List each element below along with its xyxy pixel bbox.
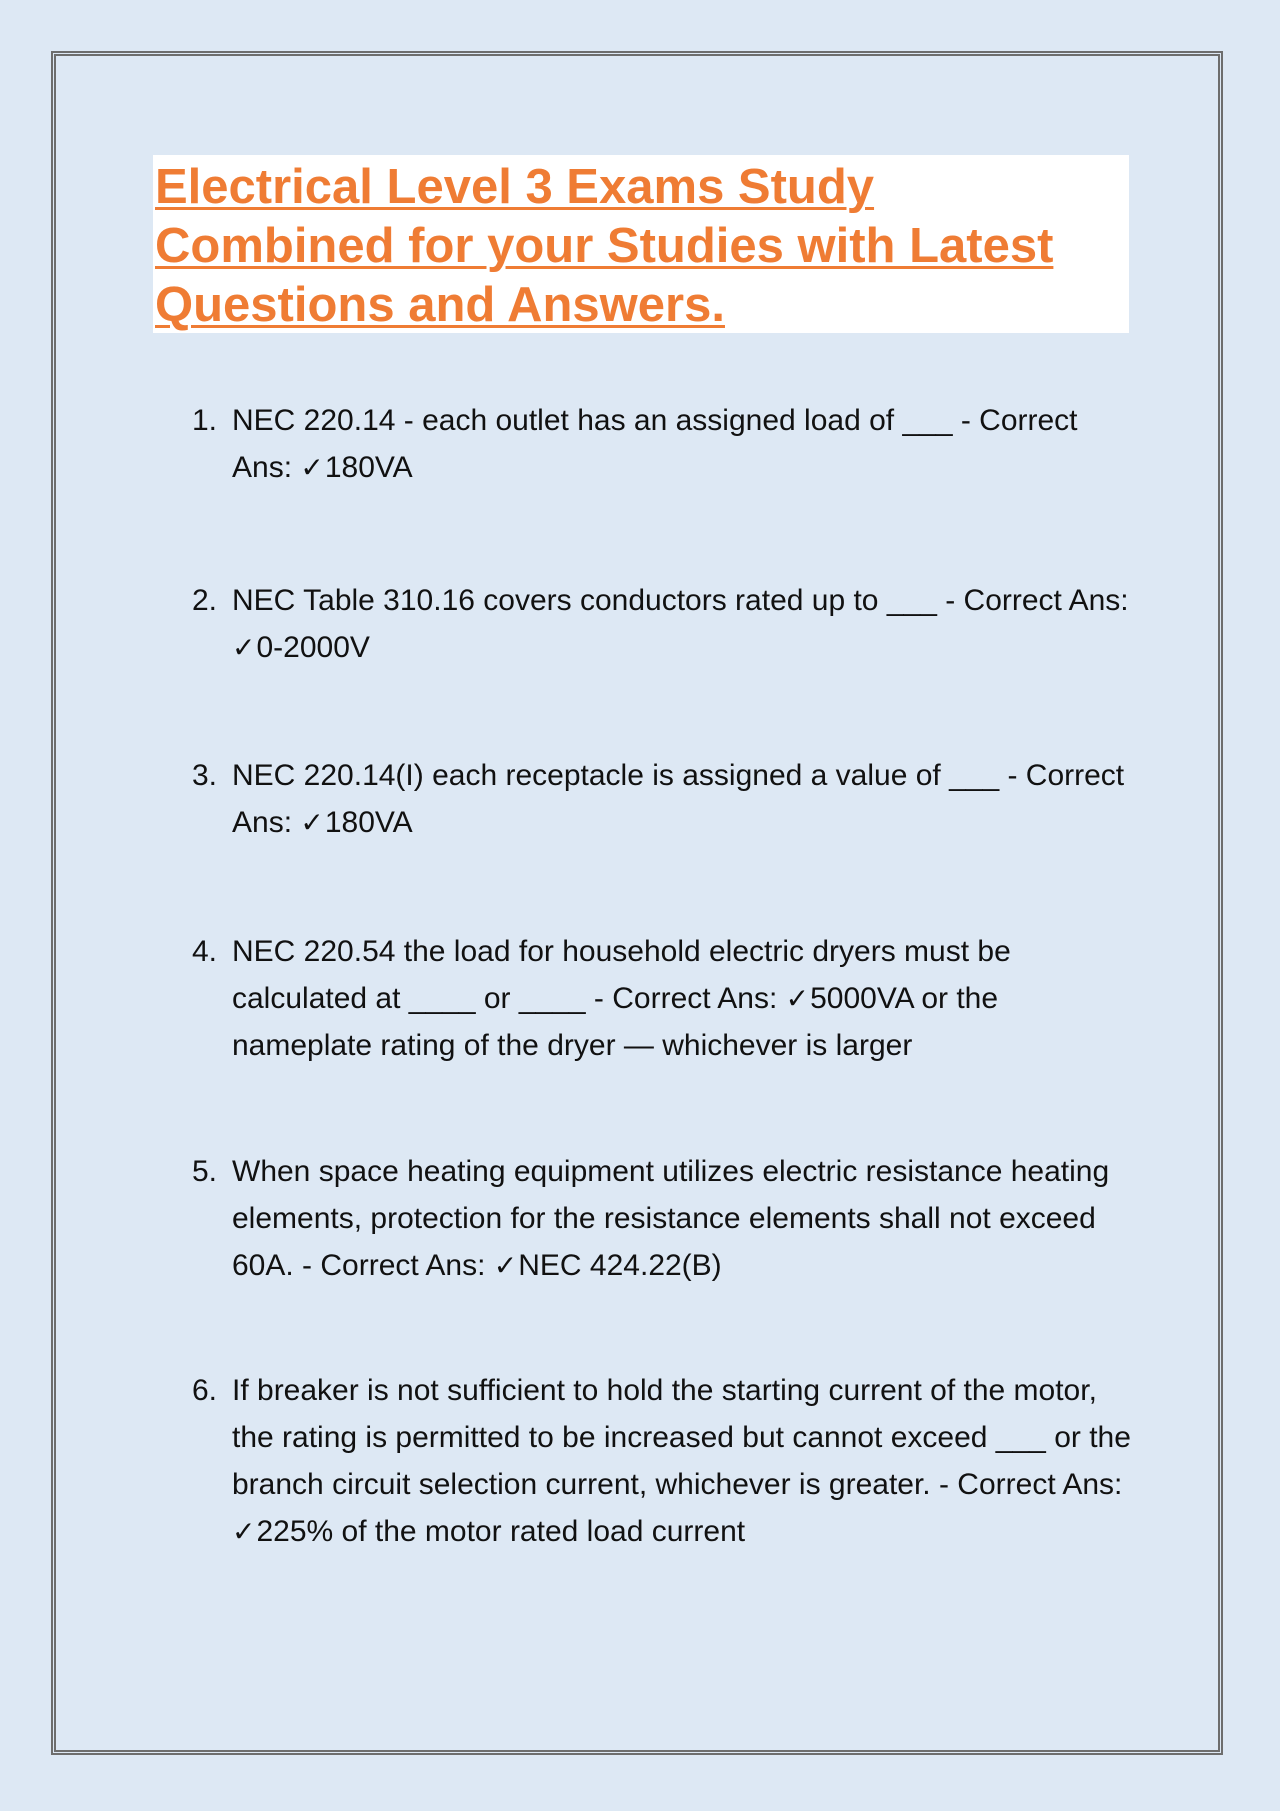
question-item-5 (192, 1148, 1142, 1289)
question-number: 5. (192, 1155, 218, 1188)
document-title: Electrical Level 3 Exams Study Combined for your Studies with Latest Questions and Answers. (155, 160, 1054, 332)
question-text: When space heating equipment utilizes electric resistance heating elements, protection for the resistance elements shall not exceed 60A. - Correct Ans: (232, 1155, 1118, 1282)
answer-text: 180VA (324, 451, 413, 484)
check-mark-icon: ✓ (300, 451, 324, 484)
question-item-6 (192, 1367, 1142, 1555)
question-number: 6. (192, 1374, 218, 1407)
question-item-2 (192, 577, 1142, 671)
question-body (232, 928, 1142, 1069)
check-mark-icon: ✓ (232, 631, 256, 664)
question-body (232, 1367, 1142, 1555)
question-body (232, 1148, 1142, 1289)
check-mark-icon: ✓ (493, 1249, 518, 1282)
question-text: NEC Table 310.16 covers conductors rated up to ___ - Correct Ans: (232, 584, 1137, 617)
question-number: 2. (192, 584, 218, 617)
question-text: NEC 220.54 the load for household electric dryers must be calculated at ____ or ____ - Correct Ans: (232, 935, 1020, 1015)
answer-text: 225% of the motor rated load current (256, 1515, 746, 1548)
question-number: 3. (192, 759, 218, 792)
question-body (232, 577, 1142, 671)
question-number: 4. (192, 935, 218, 968)
answer-text: 5000VA or the nameplate rating of the dryer — whichever is larger (232, 982, 1007, 1062)
question-body (232, 397, 1142, 491)
check-mark-icon: ✓ (300, 806, 324, 839)
answer-text: 180VA (324, 806, 413, 839)
question-text: NEC 220.14 - each outlet has an assigned load of ___ - Correct Ans: (232, 404, 1085, 484)
question-item-1 (192, 397, 1142, 491)
question-text: NEC 220.14(I) each receptacle is assigned a value of ___ - Correct Ans: (232, 759, 1131, 839)
answer-text: NEC 424.22(B) (518, 1249, 722, 1282)
question-number: 1. (192, 404, 218, 437)
question-item-4 (192, 928, 1142, 1069)
question-item-3 (192, 752, 1142, 846)
check-mark-icon: ✓ (232, 1515, 256, 1548)
question-body (232, 752, 1142, 846)
check-mark-icon: ✓ (785, 982, 810, 1015)
answer-text: 0-2000V (256, 631, 370, 664)
question-text: If breaker is not sufficient to hold the starting current of the motor, the rating is permitted to be increased but cannot exceed ___ or the branch circuit selection current, whichever is greater. - Correct Ans: (232, 1374, 1140, 1501)
